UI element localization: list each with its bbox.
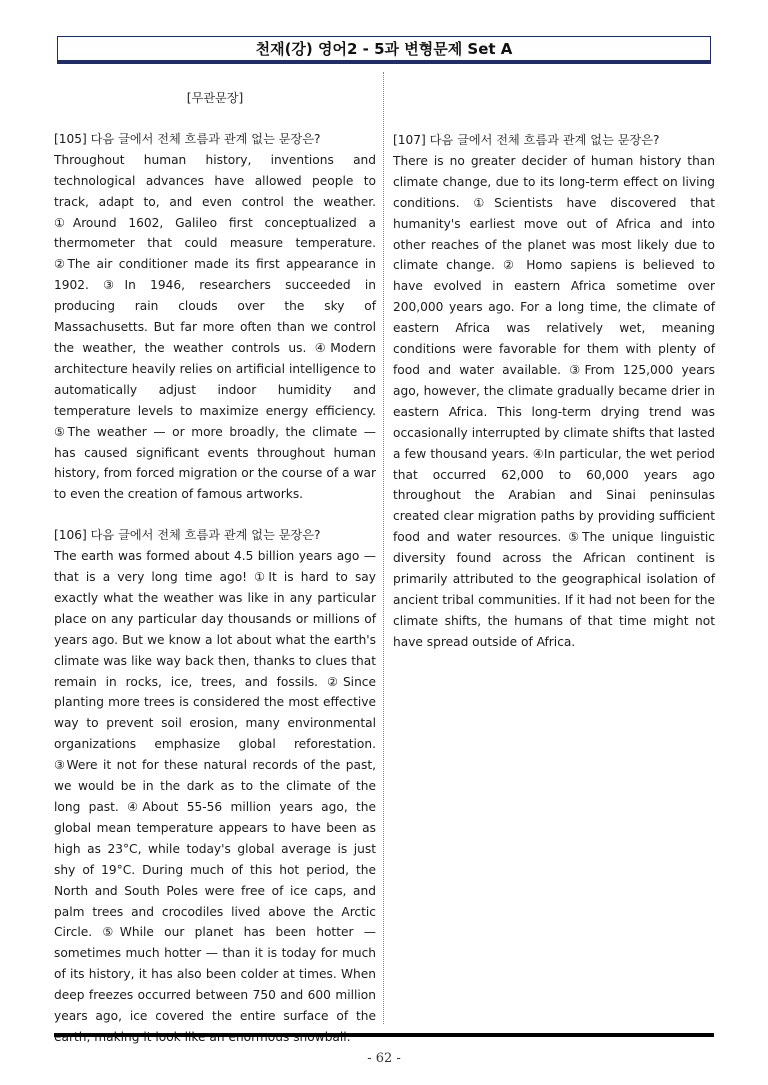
question-title: [106] 다음 글에서 전체 흐름과 관계 없는 문장은? xyxy=(54,528,321,543)
question-passage: The earth was formed about 4.5 billion years ago — that is a very long time ago! ①It is hard to say exactly what the weather was like in any particular place on any particular day thousands or millions of years ago. But we know a lot about what the earth's climate was like way back then, thanks to clues that remain in rocks, ice, trees, and fossils. ②Since planting more trees is considered the most effective way to prevent soil erosion, many environmental organizations emphasize global reforestation. ③Were it not for these natural records of the past, we would be in the dark as to the climate of the long past. ④About 55-56 million years ago, the global mean temperature appears to have been as high as 23°C, while today's global average is just shy of 19°C. During much of this hot period, the North and South Poles were free of ice caps, and palm trees and crocodiles lived above the Arctic Circle. ⑤While our planet has been hotter — sometimes much hotter — than it is today for much of its history, it has also been colder at times. When deep freezes occurred between 750 and 600 million years ago, ice covered the entire surface of the xyxy=(54,549,376,1024)
question-title: [105] 다음 글에서 전체 흐름과 관계 없는 문장은? xyxy=(54,131,321,146)
right-column xyxy=(393,130,715,653)
page-title xyxy=(57,36,711,64)
question-passage: There is no greater decider of human history than climate change, due to its long-term effect on living conditions. ①Scientists have discovered that humanity's earliest move out of Africa and into other reaches of the planet was most likely due to climate change. ② Homo sapiens is believed to have evolved in eastern Africa sometime over 200,000 years ago. For a long time, the climate of eastern Africa was relatively wet, meaning conditions were favorable for them with plenty of food and water available. ③From 125,000 years ago, however, the climate gradually became drier in eastern Africa. This long-term drying trend was occasionally interrupted by climate shifts that lasted a few thousand years. ④In particular, the wet period that occurred 62,000 to 60,000 years ago throughout the Arabian and Sinai peninsulas created clear migration paths by providing sufficient food and water resources. ⑤The unique linguistic diversity found across the African continent is primarily attributed to the geographical isolation of ancient tribal communities. If it had not been for the climate shifts, the humans of that time might not have spread outside of Africa. xyxy=(393,153,715,649)
question-107 xyxy=(393,130,715,653)
question-105 xyxy=(54,129,376,505)
footer-rule xyxy=(54,1033,714,1037)
question-106 xyxy=(54,525,376,1048)
question-passage: Throughout human history, inventions and technological advances have allowed people to track, adapt to, and even control the weather. ①Around 1602, Galileo first conceptualized a thermometer that could measure temperature. ②The air conditioner made its first appearance in 1902. ③In 1946, researchers succeeded in producing rain clouds over the sky of Massachusetts. But far more often than we control the weather, the weather controls us. ④Modern architecture heavily relies on artificial intelligence to automatically adjust indoor humidity and temperature levels to maximize energy efficiency. ⑤The weather — or more broadly, the climate — has caused significant events throughout human history, from forced migration or the course of a war to even the creation of famous artworks. xyxy=(54,152,376,502)
question-title: [107] 다음 글에서 전체 흐름과 관계 없는 문장은? xyxy=(393,133,660,147)
page-number: - 62 - xyxy=(367,1051,401,1066)
left-column xyxy=(54,88,376,1048)
page-title-text: 천재(강) 영어2 - 5과 변형문제 Set A xyxy=(255,40,513,58)
column-divider xyxy=(383,72,384,1024)
section-label: [무관문장] xyxy=(186,91,244,105)
